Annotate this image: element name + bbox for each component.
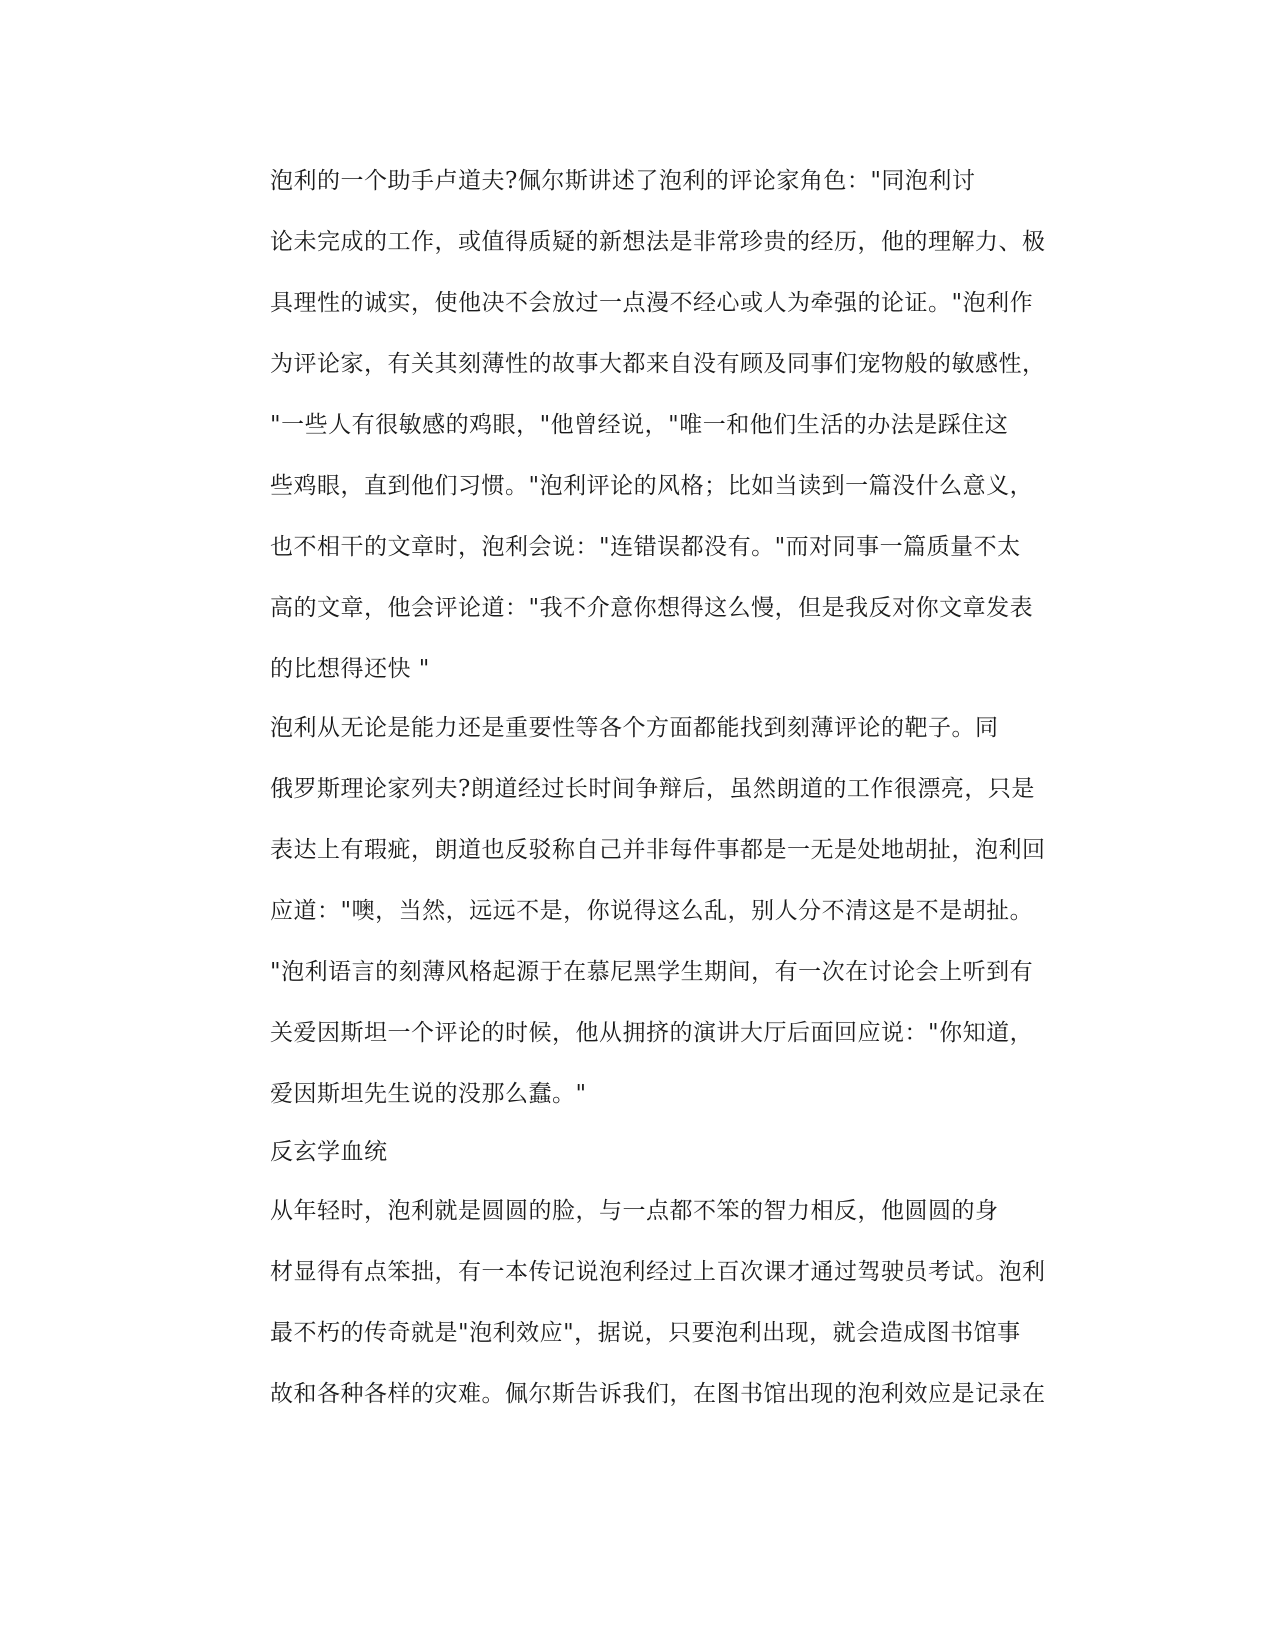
text-line: 泡利从无论是能力还是重要性等各个方面都能找到刻薄评论的靶子。同 [270, 715, 999, 741]
text-line: "一些人有很敏感的鸡眼，"他曾经说，"唯一和他们生活的办法是踩住这 [270, 412, 1009, 438]
text-line: 应道："噢，当然，远远不是，你说得这么乱，别人分不清这是不是胡扯。 [270, 898, 1034, 924]
text-line: 的比想得还快 " [270, 656, 430, 682]
text-line: 最不朽的传奇就是"泡利效应"，据说，只要泡利出现，就会造成图书馆事 [270, 1320, 1021, 1346]
text-line: 也不相干的文章时，泡利会说："连错误都没有。"而对同事一篇质量不太 [270, 534, 1021, 560]
text-line: 俄罗斯理论家列夫?朗道经过长时间争辩后，虽然朗道的工作很漂亮，只是 [270, 776, 1035, 802]
text-line: 为评论家，有关其刻薄性的故事大都来自没有顾及同事们宠物般的敏感性， [270, 351, 1046, 377]
text-line: 具理性的诚实，使他决不会放过一点漫不经心或人为牵强的论证。"泡利作 [270, 290, 1034, 316]
text-line: "泡利语言的刻薄风格起源于在慕尼黑学生期间，有一次在讨论会上听到有 [270, 959, 1034, 985]
text-line: 些鸡眼，直到他们习惯。"泡利评论的风格；比如当读到一篇没什么意义， [270, 473, 1034, 499]
section-heading: 反玄学血统 [270, 1139, 388, 1165]
text-line: 从年轻时，泡利就是圆圆的脸，与一点都不笨的智力相反，他圆圆的身 [270, 1198, 999, 1224]
text-line: 故和各种各样的灾难。佩尔斯告诉我们，在图书馆出现的泡利效应是记录在 [270, 1381, 1046, 1407]
text-line: 关爱因斯坦一个评论的时候，他从拥挤的演讲大厅后面回应说："你知道， [270, 1020, 1034, 1046]
text-line: 材显得有点笨拙，有一本传记说泡利经过上百次课才通过驾驶员考试。泡利 [270, 1259, 1046, 1285]
text-line: 泡利的一个助手卢道夫?佩尔斯讲述了泡利的评论家角色："同泡利讨 [270, 168, 976, 194]
text-line: 表达上有瑕疵，朗道也反驳称自己并非每件事都是一无是处地胡扯，泡利回 [270, 837, 1046, 863]
text-line: 高的文章，他会评论道："我不介意你想得这么慢，但是我反对你文章发表 [270, 595, 1034, 621]
text-line: 爱因斯坦先生说的没那么蠢。" [270, 1081, 587, 1107]
text-line: 论未完成的工作，或值得质疑的新想法是非常珍贵的经历，他的理解力、极 [270, 229, 1046, 255]
